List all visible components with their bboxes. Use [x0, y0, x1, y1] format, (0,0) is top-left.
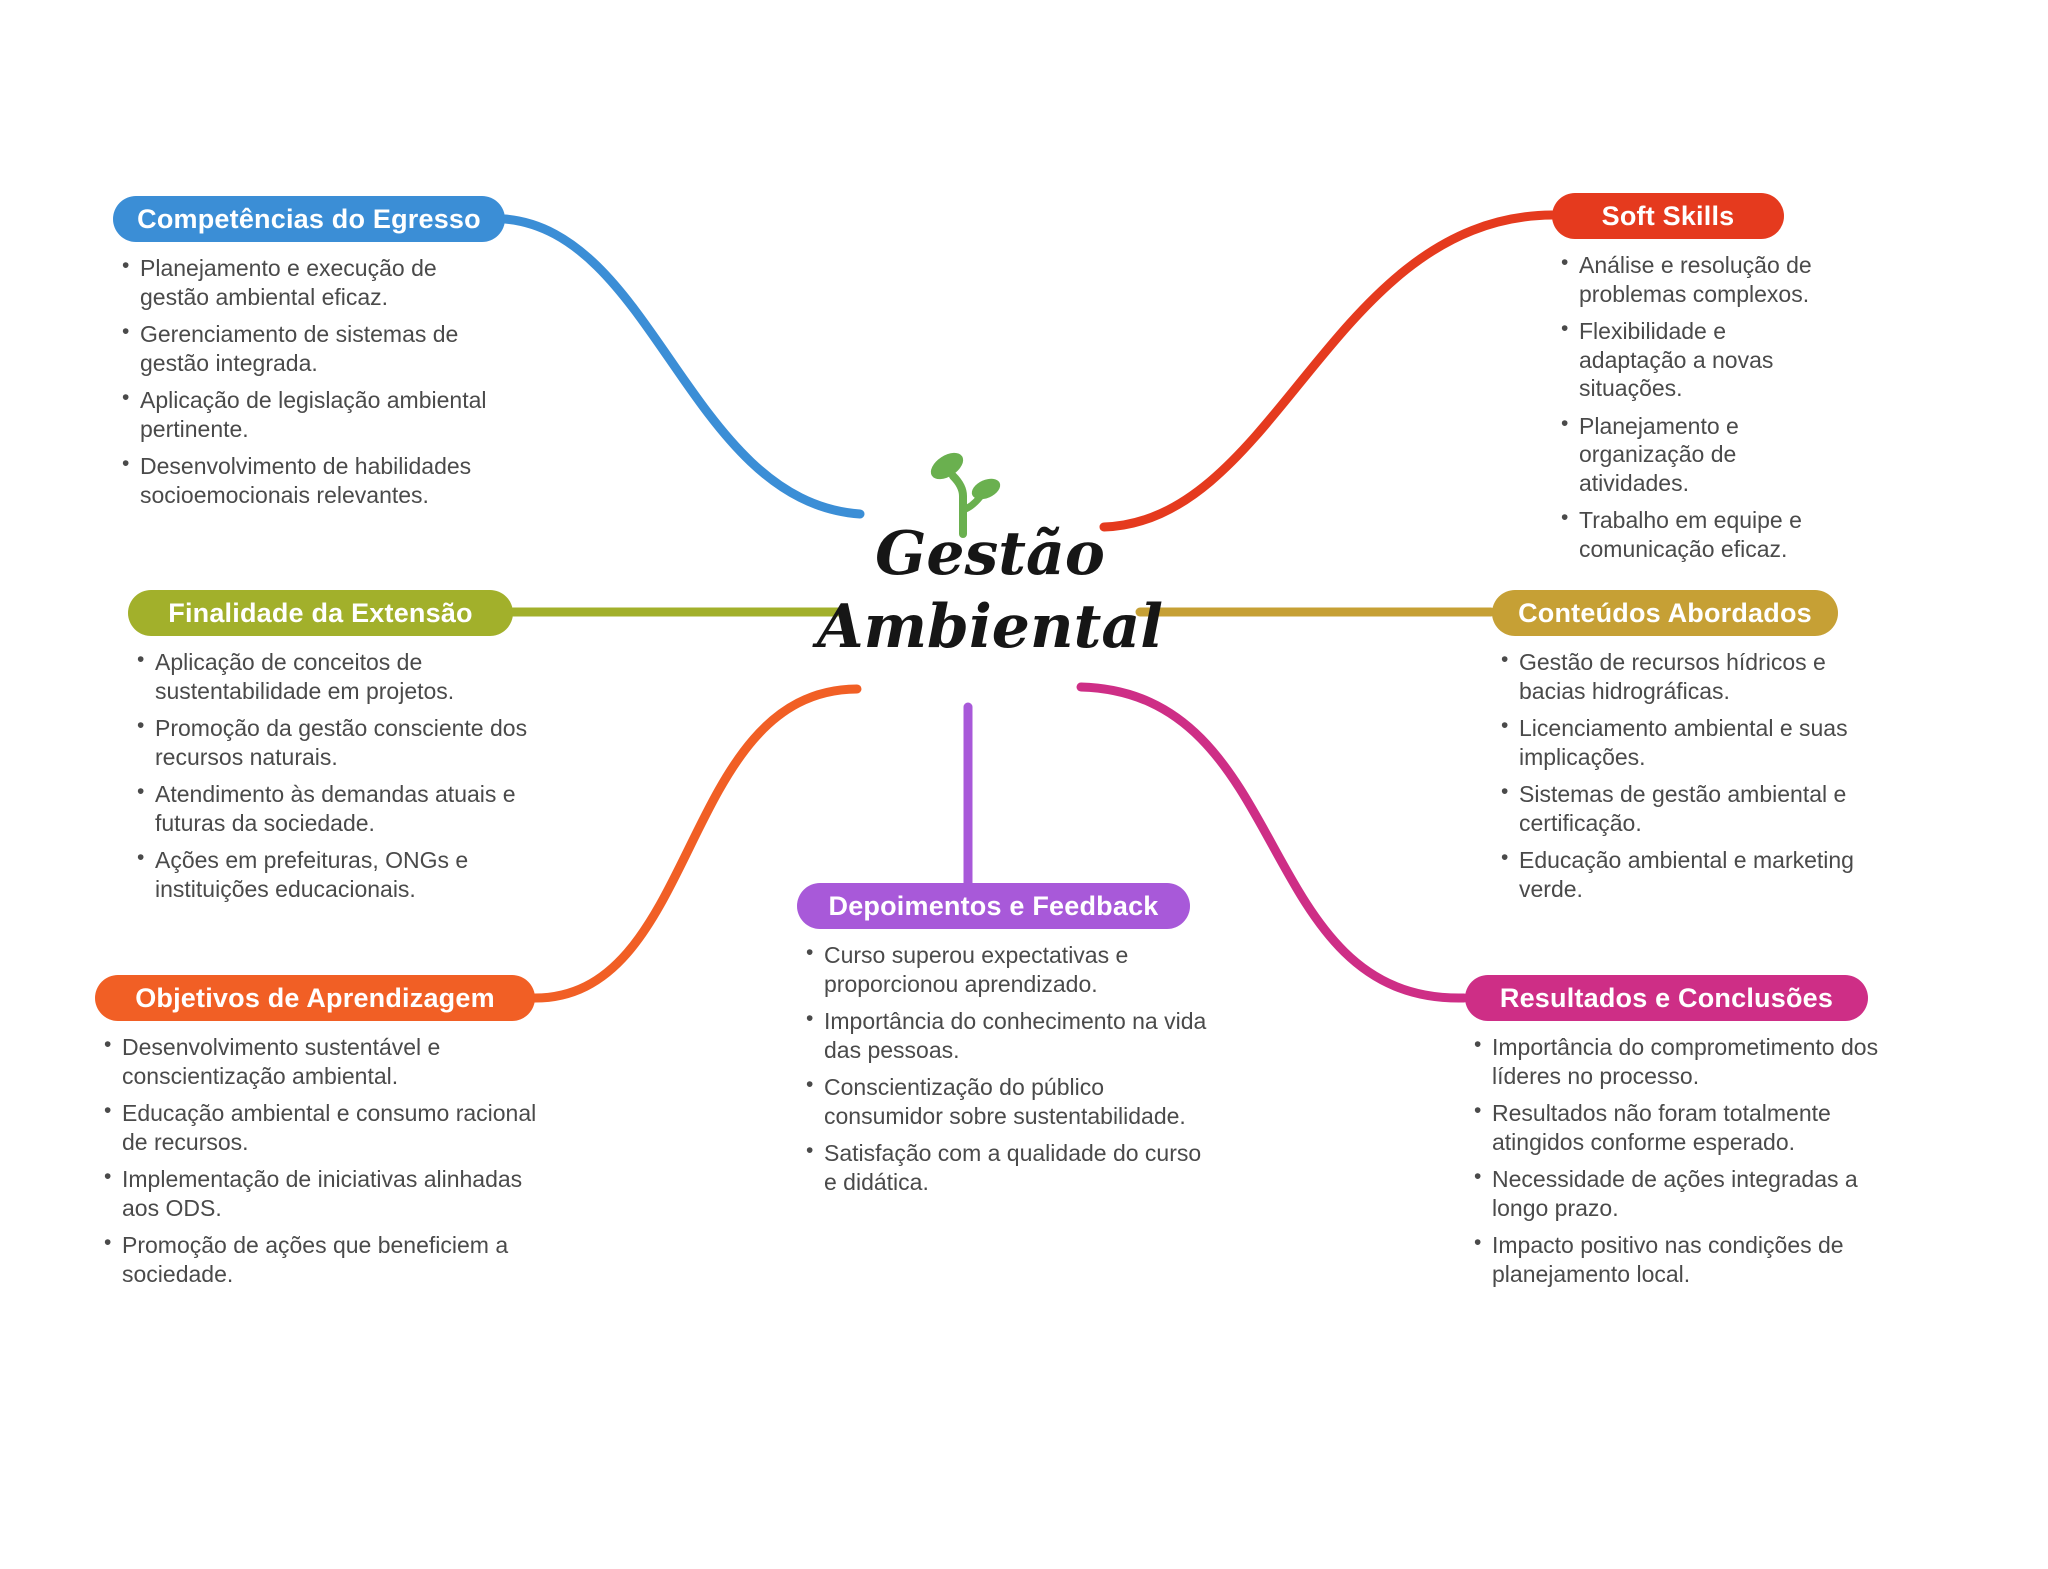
branch-pill-finalidade[interactable]: Finalidade da Extensão: [128, 590, 513, 636]
bullet-item: • Planejamento e organização de atividades.: [1552, 412, 1820, 498]
branch-pill-conteudos[interactable]: Conteúdos Abordados: [1492, 590, 1838, 636]
branch-items-finalidade: [128, 648, 558, 903]
branch-pill-resultados[interactable]: Resultados e Conclusões: [1465, 975, 1868, 1021]
branch-items-conteudos: [1492, 648, 1882, 903]
bullet-item: • Ações em prefeituras, ONGs e instituições educacionais.: [128, 846, 558, 903]
central-topic[interactable]: [770, 518, 1210, 664]
branch-depoimentos: [797, 883, 1217, 1205]
branch-softskills: [1552, 193, 1822, 572]
branch-objetivos: [95, 975, 547, 1297]
bullet-item: • Sistemas de gestão ambiental e certificação.: [1492, 780, 1882, 837]
branch-items-objetivos: [95, 1033, 545, 1288]
bullet-item: • Gestão de recursos hídricos e bacias hidrográficas.: [1492, 648, 1882, 705]
bullet-item: • Promoção da gestão consciente dos recursos naturais.: [128, 714, 558, 771]
bullet-item: • Educação ambiental e consumo racional de recursos.: [95, 1099, 545, 1156]
bullet-item: • Resultados não foram totalmente atingidos conforme esperado.: [1465, 1099, 1899, 1156]
bullet-item: • Flexibilidade e adaptação a novas situações.: [1552, 317, 1820, 403]
branch-resultados: [1465, 975, 1901, 1297]
bullet-item: • Importância do comprometimento dos líderes no processo.: [1465, 1033, 1899, 1090]
bullet-item: • Implementação de iniciativas alinhadas aos ODS.: [95, 1165, 545, 1222]
bullet-item: • Atendimento às demandas atuais e futuras da sociedade.: [128, 780, 558, 837]
branch-pill-objetivos[interactable]: Objetivos de Aprendizagem: [95, 975, 535, 1021]
bullet-item: • Necessidade de ações integradas a longo prazo.: [1465, 1165, 1899, 1222]
connector-competencias: [505, 219, 860, 514]
bullet-item: • Gerenciamento de sistemas de gestão integrada.: [113, 320, 511, 377]
bullet-item: • Satisfação com a qualidade do curso e didática.: [797, 1139, 1215, 1196]
branch-items-resultados: [1465, 1033, 1899, 1288]
branch-finalidade: [128, 590, 560, 912]
bullet-item: • Desenvolvimento sustentável e conscientização ambiental.: [95, 1033, 545, 1090]
bullet-item: • Licenciamento ambiental e suas implicações.: [1492, 714, 1882, 771]
branch-pill-softskills[interactable]: Soft Skills: [1552, 193, 1784, 239]
bullet-item: • Promoção de ações que beneficiem a sociedade.: [95, 1231, 545, 1288]
branch-items-depoimentos: [797, 941, 1215, 1196]
central-topic-line1: Gestão: [875, 519, 1105, 589]
branch-competencias: [113, 196, 511, 518]
bullet-item: • Impacto positivo nas condições de planejamento local.: [1465, 1231, 1899, 1288]
bullet-item: • Trabalho em equipe e comunicação eficaz.: [1552, 506, 1820, 563]
bullet-item: • Importância do conhecimento na vida das pessoas.: [797, 1007, 1215, 1064]
bullet-item: • Educação ambiental e marketing verde.: [1492, 846, 1882, 903]
bullet-item: • Curso superou expectativas e proporcionou aprendizado.: [797, 941, 1215, 998]
bullet-item: • Planejamento e execução de gestão ambiental eficaz.: [113, 254, 511, 311]
bullet-item: • Conscientização do público consumidor sobre sustentabilidade.: [797, 1073, 1215, 1130]
connector-softskills: [1104, 215, 1552, 527]
branch-items-softskills: [1552, 251, 1820, 563]
central-topic-line2: Ambiental: [817, 592, 1163, 663]
bullet-item: • Aplicação de legislação ambiental pertinente.: [113, 386, 511, 443]
bullet-item: • Aplicação de conceitos de sustentabilidade em projetos.: [128, 648, 558, 705]
branch-pill-depoimentos[interactable]: Depoimentos e Feedback: [797, 883, 1190, 929]
branch-pill-competencias[interactable]: Competências do Egresso: [113, 196, 505, 242]
branch-items-competencias: [113, 254, 511, 509]
bullet-item: • Desenvolvimento de habilidades socioemocionais relevantes.: [113, 452, 511, 509]
branch-conteudos: [1492, 590, 1884, 912]
bullet-item: • Análise e resolução de problemas complexos.: [1552, 251, 1820, 308]
